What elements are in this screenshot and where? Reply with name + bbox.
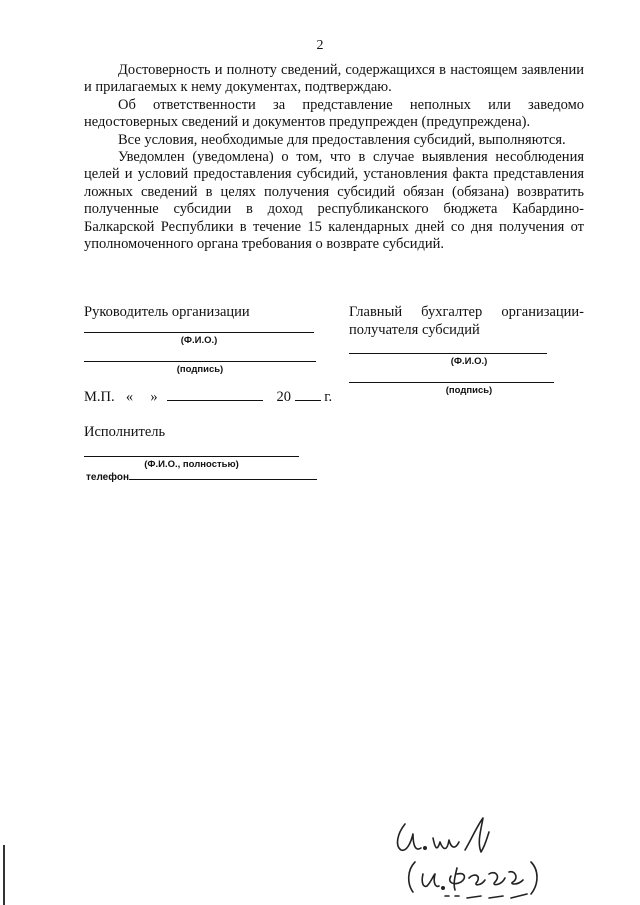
accountant-fio-caption: (Ф.И.О.) bbox=[450, 356, 488, 367]
stamp-date-line bbox=[84, 388, 332, 406]
century-label: 20 bbox=[276, 389, 291, 405]
executor-phone bbox=[86, 470, 317, 483]
paragraph-responsibility: Об ответственности за представление неполных или заведомо недостоверных сведений и документов предупрежден (предупреждена). bbox=[84, 96, 584, 131]
paragraph-reliability: Достоверность и полноту сведений, содержащихся в настоящем заявлении и прилагаемых к нему документах, подтверждаю. bbox=[84, 62, 584, 96]
executor-title: Исполнитель bbox=[84, 424, 166, 440]
open-quote: « bbox=[125, 389, 134, 405]
accountant-fio-line[interactable] bbox=[349, 353, 547, 354]
paragraph-conditions: Все условия, необходимые для предоставления субсидий, выполняются. bbox=[118, 131, 566, 148]
accountant-title bbox=[349, 304, 584, 339]
page-number: 2 bbox=[316, 38, 324, 53]
head-fio-caption: (Ф.И.О.) bbox=[180, 335, 218, 346]
scan-edge-mark bbox=[3, 845, 5, 905]
year-suffix: г. bbox=[324, 389, 333, 405]
head-fio-line[interactable] bbox=[84, 332, 314, 333]
date-month-blank[interactable] bbox=[167, 388, 263, 401]
head-signature-caption: (подпись) bbox=[176, 364, 224, 375]
head-signature-line[interactable] bbox=[84, 361, 316, 362]
handwritten-signature bbox=[385, 812, 565, 902]
accountant-signature-line[interactable] bbox=[349, 382, 554, 383]
paragraph-notification: Уведомлен (уведомлена) о том, что в случае выявления несоблюдения целей и условий предоставления субсидий, установления факта представления ложных сведений в целях получения субсидий обязан (обязана) возвратить полученные субсидии в доход республиканского бюджета Кабардино-Балкарской Республики в течение 15 календарных дней со дня получения от уполномоченного органа требования о возврате субсидий. bbox=[84, 149, 584, 253]
accountant-title-line1: Главный бухгалтер организации- bbox=[349, 304, 584, 320]
date-year-blank[interactable] bbox=[295, 388, 321, 401]
executor-fio-line[interactable] bbox=[84, 456, 299, 457]
close-quote: » bbox=[150, 389, 158, 405]
stamp-place-label: М.П. bbox=[84, 389, 115, 405]
head-title: Руководитель организации bbox=[84, 304, 250, 320]
executor-fio-caption: (Ф.И.О., полностью) bbox=[144, 459, 239, 470]
phone-blank[interactable] bbox=[129, 470, 317, 480]
phone-label: телефон bbox=[86, 472, 130, 483]
accountant-title-line2: получателя субсидий bbox=[349, 322, 480, 338]
declaration-text bbox=[84, 62, 584, 253]
accountant-signature-caption: (подпись) bbox=[445, 385, 493, 396]
